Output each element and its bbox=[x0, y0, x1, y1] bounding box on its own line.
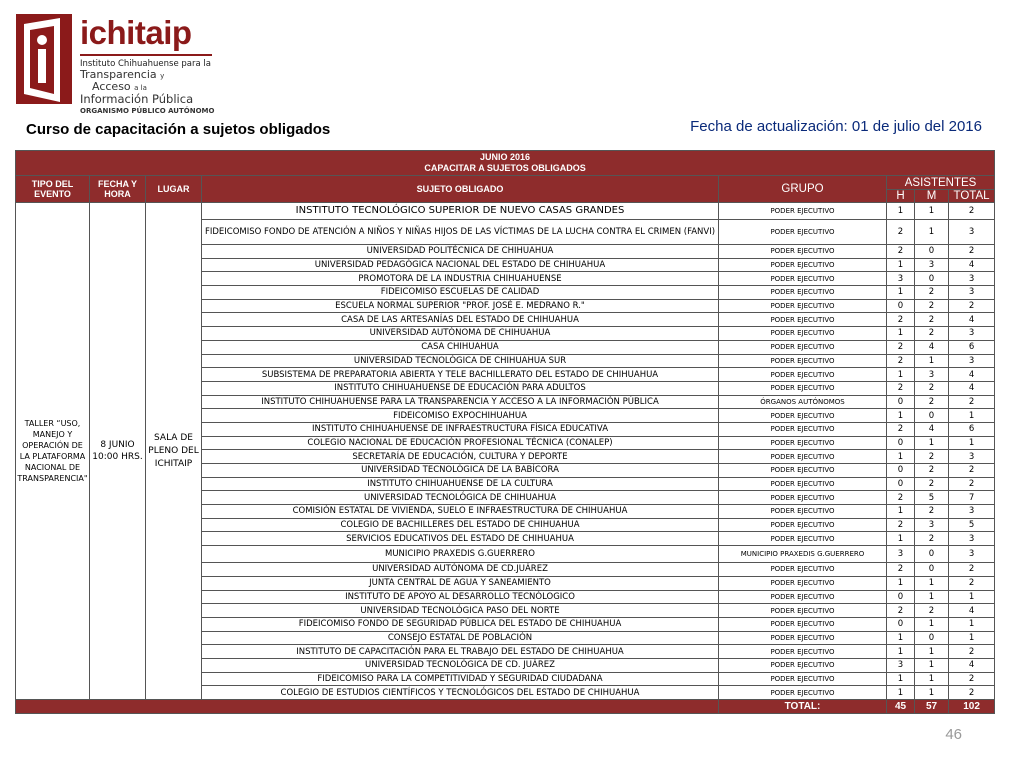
group-cell: PODER EJECUTIVO bbox=[719, 381, 887, 395]
count-m-cell: 2 bbox=[915, 299, 949, 313]
count-total-cell: 3 bbox=[949, 532, 995, 546]
count-total-cell: 1 bbox=[949, 631, 995, 645]
count-h-cell: 1 bbox=[887, 645, 915, 659]
group-cell: PODER EJECUTIVO bbox=[719, 491, 887, 505]
group-cell: PODER EJECUTIVO bbox=[719, 299, 887, 313]
count-h-cell: 1 bbox=[887, 672, 915, 686]
count-h-cell: 0 bbox=[887, 436, 915, 450]
count-h-cell: 1 bbox=[887, 286, 915, 300]
count-m-cell: 2 bbox=[915, 450, 949, 464]
count-h-cell: 1 bbox=[887, 686, 915, 700]
count-h-cell: 0 bbox=[887, 395, 915, 409]
count-m-cell: 0 bbox=[915, 245, 949, 259]
table-banner bbox=[16, 151, 995, 176]
header-grupo: GRUPO bbox=[719, 176, 887, 203]
event-date-cell: 8 JUNIO 10:00 HRS. bbox=[90, 203, 146, 700]
count-m-cell: 1 bbox=[915, 220, 949, 245]
subject-cell: PROMOTORA DE LA INDUSTRIA CHIHUAHUENSE bbox=[202, 272, 719, 286]
subject-cell: FIDEICOMISO PARA LA COMPETITIVIDAD Y SEGURIDAD CIUDADANA bbox=[202, 672, 719, 686]
count-h-cell: 1 bbox=[887, 450, 915, 464]
header-lugar: LUGAR bbox=[146, 176, 202, 203]
group-cell: PODER EJECUTIVO bbox=[719, 505, 887, 519]
subject-cell: COLEGIO DE BACHILLERES DEL ESTADO DE CHIHUAHUA bbox=[202, 518, 719, 532]
count-total-cell: 3 bbox=[949, 286, 995, 300]
group-cell: PODER EJECUTIVO bbox=[719, 272, 887, 286]
group-cell: PODER EJECUTIVO bbox=[719, 631, 887, 645]
count-m-cell: 1 bbox=[915, 686, 949, 700]
group-cell: PODER EJECUTIVO bbox=[719, 563, 887, 577]
event-type-cell: TALLER “USO, MANEJO Y OPERACIÓN DE LA PLATAFORMA NACIONAL DE TRANSPARENCIA" bbox=[16, 203, 90, 700]
count-m-cell: 0 bbox=[915, 409, 949, 423]
count-h-cell: 0 bbox=[887, 590, 915, 604]
header-fecha: FECHA Y HORA bbox=[90, 176, 146, 203]
header-tipo: TIPO DEL EVENTO bbox=[16, 176, 90, 203]
count-m-cell: 0 bbox=[915, 546, 949, 563]
event-place-cell: SALA DE PLENO DEL ICHITAIP bbox=[146, 203, 202, 700]
count-m-cell: 2 bbox=[915, 532, 949, 546]
count-total-cell: 3 bbox=[949, 327, 995, 341]
count-total-cell: 3 bbox=[949, 546, 995, 563]
count-m-cell: 1 bbox=[915, 436, 949, 450]
count-m-cell: 2 bbox=[915, 477, 949, 491]
count-h-cell: 0 bbox=[887, 617, 915, 631]
count-m-cell: 3 bbox=[915, 258, 949, 272]
group-cell: PODER EJECUTIVO bbox=[719, 590, 887, 604]
count-h-cell: 2 bbox=[887, 245, 915, 259]
subject-cell: UNIVERSIDAD PEDAGÓGICA NACIONAL DEL ESTADO DE CHIHUAHUA bbox=[202, 258, 719, 272]
count-m-cell: 2 bbox=[915, 381, 949, 395]
count-h-cell: 2 bbox=[887, 604, 915, 618]
count-h-cell: 2 bbox=[887, 381, 915, 395]
group-cell: PODER EJECUTIVO bbox=[719, 286, 887, 300]
subject-cell: UNIVERSIDAD TECNOLÓGICA DE CD. JUÁREZ bbox=[202, 658, 719, 672]
count-m-cell: 2 bbox=[915, 286, 949, 300]
count-m-cell: 3 bbox=[915, 368, 949, 382]
count-h-cell: 2 bbox=[887, 220, 915, 245]
update-date: Fecha de actualización: 01 de julio del 2016 bbox=[690, 118, 982, 135]
header-m: M bbox=[915, 190, 949, 203]
group-cell: PODER EJECUTIVO bbox=[719, 576, 887, 590]
group-cell: MUNICIPIO PRAXEDIS G.GUERRERO bbox=[719, 546, 887, 563]
count-m-cell: 1 bbox=[915, 617, 949, 631]
group-cell: PODER EJECUTIVO bbox=[719, 245, 887, 259]
subject-cell: INSTITUTO CHIHUAHUENSE DE INFRAESTRUCTURA FÍSICA EDUCATIVA bbox=[202, 422, 719, 436]
count-total-cell: 4 bbox=[949, 258, 995, 272]
count-total-cell: 3 bbox=[949, 220, 995, 245]
count-h-cell: 0 bbox=[887, 464, 915, 478]
page-number: 46 bbox=[945, 726, 962, 743]
ichitaip-logo bbox=[16, 14, 216, 115]
count-m-cell: 1 bbox=[915, 576, 949, 590]
count-total-cell: 1 bbox=[949, 590, 995, 604]
subject-cell: INSTITUTO CHIHUAHUENSE DE EDUCACIÓN PARA ADULTOS bbox=[202, 381, 719, 395]
count-total-cell: 3 bbox=[949, 450, 995, 464]
totals-spacer bbox=[16, 700, 719, 714]
count-m-cell: 1 bbox=[915, 354, 949, 368]
count-m-cell: 2 bbox=[915, 395, 949, 409]
count-h-cell: 1 bbox=[887, 327, 915, 341]
logo-rule bbox=[80, 54, 212, 56]
group-cell: PODER EJECUTIVO bbox=[719, 450, 887, 464]
count-total-cell: 4 bbox=[949, 368, 995, 382]
group-cell: PODER EJECUTIVO bbox=[719, 354, 887, 368]
subject-cell: JUNTA CENTRAL DE AGUA Y SANEAMIENTO bbox=[202, 576, 719, 590]
count-m-cell: 2 bbox=[915, 327, 949, 341]
count-h-cell: 0 bbox=[887, 477, 915, 491]
count-h-cell: 1 bbox=[887, 532, 915, 546]
count-h-cell: 0 bbox=[887, 299, 915, 313]
group-cell: PODER EJECUTIVO bbox=[719, 409, 887, 423]
count-h-cell: 2 bbox=[887, 313, 915, 327]
count-m-cell: 2 bbox=[915, 604, 949, 618]
table-row bbox=[16, 203, 995, 220]
count-m-cell: 4 bbox=[915, 340, 949, 354]
subject-cell: SERVICIOS EDUCATIVOS DEL ESTADO DE CHIHUAHUA bbox=[202, 532, 719, 546]
count-h-cell: 2 bbox=[887, 354, 915, 368]
logo-line-1: Instituto Chihuahuense para la bbox=[80, 59, 211, 69]
subject-cell: UNIVERSIDAD POLITÉCNICA DE CHIHUAHUA bbox=[202, 245, 719, 259]
subject-cell: CONSEJO ESTATAL DE POBLACIÓN bbox=[202, 631, 719, 645]
count-total-cell: 4 bbox=[949, 604, 995, 618]
count-h-cell: 1 bbox=[887, 203, 915, 220]
group-cell: PODER EJECUTIVO bbox=[719, 518, 887, 532]
count-total-cell: 5 bbox=[949, 518, 995, 532]
group-cell: PODER EJECUTIVO bbox=[719, 686, 887, 700]
group-cell: PODER EJECUTIVO bbox=[719, 617, 887, 631]
subject-cell: INSTITUTO DE CAPACITACIÓN PARA EL TRABAJO DEL ESTADO DE CHIHUAHUA bbox=[202, 645, 719, 659]
totals-label: TOTAL: bbox=[719, 700, 887, 714]
count-m-cell: 1 bbox=[915, 658, 949, 672]
totals-m: 57 bbox=[915, 700, 949, 714]
count-total-cell: 4 bbox=[949, 313, 995, 327]
count-total-cell: 4 bbox=[949, 658, 995, 672]
count-total-cell: 1 bbox=[949, 409, 995, 423]
group-cell: PODER EJECUTIVO bbox=[719, 368, 887, 382]
count-m-cell: 5 bbox=[915, 491, 949, 505]
count-m-cell: 2 bbox=[915, 505, 949, 519]
subject-cell: COMISIÓN ESTATAL DE VIVIENDA, SUELO E INFRAESTRUCTURA DE CHIHUAHUA bbox=[202, 505, 719, 519]
count-total-cell: 2 bbox=[949, 245, 995, 259]
totals-h: 45 bbox=[887, 700, 915, 714]
count-total-cell: 2 bbox=[949, 686, 995, 700]
count-m-cell: 1 bbox=[915, 203, 949, 220]
subject-cell: UNIVERSIDAD AUTÓNOMA DE CD.JUÁREZ bbox=[202, 563, 719, 577]
count-total-cell: 6 bbox=[949, 422, 995, 436]
subject-cell: SECRETARÍA DE EDUCACIÓN, CULTURA Y DEPORTE bbox=[202, 450, 719, 464]
door-logo-icon bbox=[16, 14, 74, 106]
count-m-cell: 0 bbox=[915, 631, 949, 645]
subject-cell: UNIVERSIDAD TECNOLÓGICA DE CHIHUAHUA SUR bbox=[202, 354, 719, 368]
count-m-cell: 1 bbox=[915, 672, 949, 686]
logo-line-2: Transparencia y bbox=[80, 68, 165, 81]
group-cell: PODER EJECUTIVO bbox=[719, 220, 887, 245]
banner-month: JUNIO 2016 bbox=[480, 152, 531, 162]
subject-cell: FIDEICOMISO FONDO DE SEGURIDAD PÚBLICA DEL ESTADO DE CHIHUAHUA bbox=[202, 617, 719, 631]
count-total-cell: 3 bbox=[949, 272, 995, 286]
group-cell: PODER EJECUTIVO bbox=[719, 658, 887, 672]
header-h: H bbox=[887, 190, 915, 203]
subject-cell: UNIVERSIDAD AUTÓNOMA DE CHIHUAHUA bbox=[202, 327, 719, 341]
count-h-cell: 2 bbox=[887, 491, 915, 505]
subject-cell: FIDEICOMISO EXPOCHIHUAHUA bbox=[202, 409, 719, 423]
group-cell: PODER EJECUTIVO bbox=[719, 436, 887, 450]
count-total-cell: 4 bbox=[949, 381, 995, 395]
subject-cell: UNIVERSIDAD TECNOLÓGICA DE CHIHUAHUA bbox=[202, 491, 719, 505]
count-total-cell: 2 bbox=[949, 672, 995, 686]
subject-cell: CASA DE LAS ARTESANÍAS DEL ESTADO DE CHIHUAHUA bbox=[202, 313, 719, 327]
group-cell: PODER EJECUTIVO bbox=[719, 532, 887, 546]
group-cell: PODER EJECUTIVO bbox=[719, 258, 887, 272]
count-total-cell: 2 bbox=[949, 203, 995, 220]
subject-cell: SUBSISTEMA DE PREPARATORIA ABIERTA Y TELE BACHILLERATO DEL ESTADO DE CHIHUAHUA bbox=[202, 368, 719, 382]
count-m-cell: 2 bbox=[915, 464, 949, 478]
count-h-cell: 2 bbox=[887, 563, 915, 577]
count-total-cell: 2 bbox=[949, 477, 995, 491]
count-m-cell: 3 bbox=[915, 518, 949, 532]
group-cell: PODER EJECUTIVO bbox=[719, 422, 887, 436]
count-total-cell: 2 bbox=[949, 395, 995, 409]
count-total-cell: 2 bbox=[949, 576, 995, 590]
table-body bbox=[16, 203, 995, 700]
totals-total: 102 bbox=[949, 700, 995, 714]
group-cell: PODER EJECUTIVO bbox=[719, 340, 887, 354]
count-h-cell: 3 bbox=[887, 658, 915, 672]
count-h-cell: 1 bbox=[887, 258, 915, 272]
header-asistentes: ASISTENTES bbox=[887, 176, 995, 190]
count-m-cell: 1 bbox=[915, 645, 949, 659]
logo-line-3: Acceso a la bbox=[92, 80, 147, 93]
page-title: Curso de capacitación a sujetos obligados bbox=[26, 121, 331, 138]
training-table bbox=[15, 150, 995, 714]
group-cell: PODER EJECUTIVO bbox=[719, 604, 887, 618]
logo-line-5: ORGANISMO PÚBLICO AUTÓNOMO bbox=[80, 107, 215, 115]
header-sujeto: SUJETO OBLIGADO bbox=[202, 176, 719, 203]
subject-cell: INSTITUTO TECNOLÓGICO SUPERIOR DE NUEVO CASAS GRANDES bbox=[202, 203, 719, 220]
subject-cell: UNIVERSIDAD TECNOLÓGICA DE LA BABÍCORA bbox=[202, 464, 719, 478]
logo-line-4: Información Pública bbox=[80, 92, 194, 106]
count-total-cell: 2 bbox=[949, 299, 995, 313]
group-cell: PODER EJECUTIVO bbox=[719, 645, 887, 659]
count-total-cell: 1 bbox=[949, 436, 995, 450]
count-m-cell: 4 bbox=[915, 422, 949, 436]
count-m-cell: 0 bbox=[915, 563, 949, 577]
banner-subtitle: CAPACITAR A SUJETOS OBLIGADOS bbox=[424, 163, 586, 173]
count-h-cell: 1 bbox=[887, 576, 915, 590]
subject-cell: MUNICIPIO PRAXEDIS G.GUERRERO bbox=[202, 546, 719, 563]
count-h-cell: 2 bbox=[887, 422, 915, 436]
training-table-container bbox=[15, 150, 994, 714]
subject-cell: COLEGIO NACIONAL DE EDUCACIÓN PROFESIONAL TÉCNICA (CONALEP) bbox=[202, 436, 719, 450]
subject-cell: INSTITUTO CHIHUAHUENSE DE LA CULTURA bbox=[202, 477, 719, 491]
count-total-cell: 3 bbox=[949, 505, 995, 519]
subject-cell: FIDEICOMISO ESCUELAS DE CALIDAD bbox=[202, 286, 719, 300]
count-h-cell: 1 bbox=[887, 505, 915, 519]
subject-cell: ESCUELA NORMAL SUPERIOR "PROF. JOSÉ E. MEDRANO R." bbox=[202, 299, 719, 313]
group-cell: PODER EJECUTIVO bbox=[719, 477, 887, 491]
count-m-cell: 2 bbox=[915, 313, 949, 327]
logo-wordmark: ichitaip bbox=[80, 14, 192, 51]
count-h-cell: 3 bbox=[887, 546, 915, 563]
count-h-cell: 2 bbox=[887, 340, 915, 354]
count-total-cell: 2 bbox=[949, 563, 995, 577]
subject-cell: FIDEICOMISO FONDO DE ATENCIÓN A NIÑOS Y NIÑAS HIJOS DE LAS VÍCTIMAS DE LA LUCHA CONTRA EL CRIMEN (FANVI) bbox=[202, 220, 719, 245]
count-h-cell: 1 bbox=[887, 368, 915, 382]
count-h-cell: 1 bbox=[887, 409, 915, 423]
group-cell: PODER EJECUTIVO bbox=[719, 672, 887, 686]
count-h-cell: 1 bbox=[887, 631, 915, 645]
group-cell: PODER EJECUTIVO bbox=[719, 313, 887, 327]
count-h-cell: 3 bbox=[887, 272, 915, 286]
count-total-cell: 2 bbox=[949, 464, 995, 478]
count-total-cell: 2 bbox=[949, 645, 995, 659]
subject-cell: CASA CHIHUAHUA bbox=[202, 340, 719, 354]
subject-cell: COLEGIO DE ESTUDIOS CIENTÍFICOS Y TECNOLÓGICOS DEL ESTADO DE CHIHUAHUA bbox=[202, 686, 719, 700]
count-total-cell: 3 bbox=[949, 354, 995, 368]
group-cell: PODER EJECUTIVO bbox=[719, 203, 887, 220]
count-m-cell: 1 bbox=[915, 590, 949, 604]
count-h-cell: 2 bbox=[887, 518, 915, 532]
count-total-cell: 7 bbox=[949, 491, 995, 505]
subject-cell: UNIVERSIDAD TECNOLÓGICA PASO DEL NORTE bbox=[202, 604, 719, 618]
header-total: TOTAL bbox=[949, 190, 995, 203]
subject-cell: INSTITUTO DE APOYO AL DESARROLLO TECNÓLOGICO bbox=[202, 590, 719, 604]
totals-row bbox=[16, 700, 995, 714]
count-total-cell: 6 bbox=[949, 340, 995, 354]
count-m-cell: 0 bbox=[915, 272, 949, 286]
subject-cell: INSTITUTO CHIHUAHUENSE PARA LA TRANSPARENCIA Y ACCESO A LA INFORMACIÓN PÚBLICA bbox=[202, 395, 719, 409]
group-cell: PODER EJECUTIVO bbox=[719, 464, 887, 478]
group-cell: PODER EJECUTIVO bbox=[719, 327, 887, 341]
group-cell: ÓRGANOS AUTÓNOMOS bbox=[719, 395, 887, 409]
count-total-cell: 1 bbox=[949, 617, 995, 631]
